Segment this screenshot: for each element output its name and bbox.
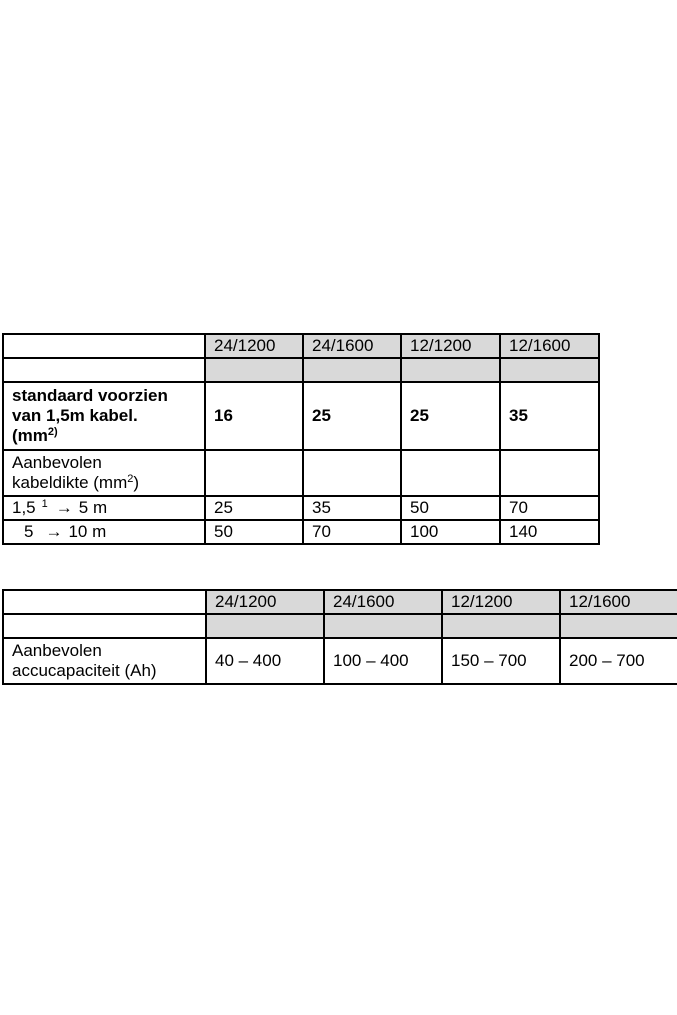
empty-header-cell: [324, 614, 442, 638]
table-spacer-row: [3, 358, 599, 382]
row-label-line: van 1,5m kabel.: [12, 406, 138, 425]
empty-header-cell: [500, 358, 599, 382]
column-header: 24/1600: [324, 590, 442, 614]
unit-superscript: 2): [47, 426, 58, 438]
table-cell: 70: [303, 520, 401, 544]
empty-header-cell: [206, 614, 324, 638]
table-spacer-row: [3, 614, 677, 638]
table-cell: 25: [205, 496, 303, 520]
distance-row: [3, 496, 599, 520]
unit-superscript: 2: [127, 473, 134, 485]
distance-from: 5: [24, 522, 34, 541]
table-cell: 200 – 700: [560, 638, 677, 684]
arrow-right-icon: →: [45, 522, 63, 541]
empty-cell: [205, 450, 303, 496]
header-empty-cell: [3, 334, 205, 358]
table-cell: 140: [500, 520, 599, 544]
unit-close: ): [133, 473, 140, 492]
footnote-superscript: 1: [41, 498, 48, 510]
table-cell: 25: [401, 382, 500, 450]
distance-to: 5 m: [78, 498, 108, 517]
standard-cable-row: [3, 382, 599, 450]
table-cell: 150 – 700: [442, 638, 560, 684]
distance-label: [3, 520, 205, 544]
unit-text: (mm: [12, 426, 48, 445]
row-label-line: standaard voorzien: [12, 386, 168, 405]
table-cell: 100: [401, 520, 500, 544]
table-cell: 35: [500, 382, 599, 450]
table-cell: 70: [500, 496, 599, 520]
table-header-row: [3, 590, 677, 614]
distance-label: [3, 496, 205, 520]
empty-header-cell: [205, 358, 303, 382]
column-header: 12/1200: [401, 334, 500, 358]
distance-to: 10 m: [68, 522, 107, 541]
battery-capacity-table: [2, 589, 677, 685]
empty-cell: [3, 358, 205, 382]
row-label-line: Aanbevolen: [12, 453, 102, 472]
row-label-line: [12, 426, 204, 446]
empty-header-cell: [303, 358, 401, 382]
column-header: 24/1200: [205, 334, 303, 358]
table-cell: 35: [303, 496, 401, 520]
arrow-right-icon: →: [55, 498, 73, 517]
battery-capacity-row: [3, 638, 677, 684]
table-cell: 40 – 400: [206, 638, 324, 684]
unit-text: kabeldikte (mm: [12, 473, 128, 492]
empty-cell: [500, 450, 599, 496]
row-label-line: [12, 473, 204, 493]
table-cell: 25: [303, 382, 401, 450]
row-label: [3, 638, 206, 684]
table-header-row: [3, 334, 599, 358]
empty-header-cell: [560, 614, 677, 638]
distance-from: 1,5: [12, 498, 36, 517]
empty-cell: [303, 450, 401, 496]
table-cell: 16: [205, 382, 303, 450]
table-cell: 50: [205, 520, 303, 544]
row-label: [3, 382, 205, 450]
cable-thickness-table: [2, 333, 600, 545]
empty-header-cell: [401, 358, 500, 382]
column-header: 12/1600: [500, 334, 599, 358]
distance-row: [3, 520, 599, 544]
row-label: [3, 450, 205, 496]
empty-header-cell: [442, 614, 560, 638]
empty-cell: [3, 614, 206, 638]
row-label-line: accucapaciteit (Ah): [12, 661, 157, 680]
header-empty-cell: [3, 590, 206, 614]
column-header: 12/1200: [442, 590, 560, 614]
column-header: 12/1600: [560, 590, 677, 614]
column-header: 24/1200: [206, 590, 324, 614]
table-cell: 100 – 400: [324, 638, 442, 684]
recommended-cable-row: [3, 450, 599, 496]
column-header: 24/1600: [303, 334, 401, 358]
empty-cell: [401, 450, 500, 496]
table-cell: 50: [401, 496, 500, 520]
row-label-line: Aanbevolen: [12, 641, 102, 660]
